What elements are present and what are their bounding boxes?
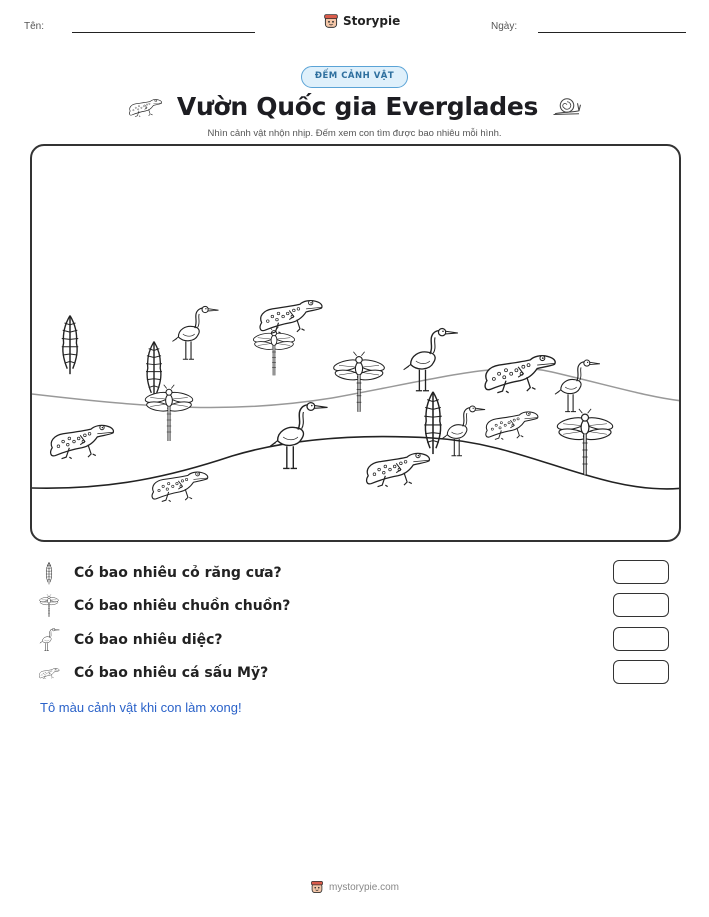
- question-text: Có bao nhiêu cá sấu Mỹ?: [74, 665, 269, 681]
- sawgrass-icon: [62, 316, 78, 375]
- dragonfly-icon: [253, 327, 296, 376]
- question-row: [38, 626, 678, 654]
- heron-icon: [172, 306, 218, 359]
- alligator-icon: [367, 453, 430, 486]
- alligator-icon: [486, 412, 538, 440]
- brand-logo: [323, 13, 400, 29]
- page-subtitle: Nhìn cảnh vật nhộn nhịp. Đếm xem con tìm được bao nhiêu mỗi hình.: [207, 128, 502, 139]
- answer-box[interactable]: [613, 593, 669, 617]
- alligator-icon: [260, 301, 322, 334]
- storypie-mascot-icon: [323, 13, 339, 29]
- alligator-icon: [485, 356, 555, 393]
- heron-icon: [38, 627, 60, 653]
- alligator-icon: [38, 663, 60, 683]
- alligator-icon: [51, 425, 114, 458]
- name-label: Tên:: [24, 21, 45, 32]
- date-label: Ngày:: [491, 21, 518, 32]
- answer-box[interactable]: [613, 660, 669, 684]
- question-row: [38, 659, 678, 687]
- heron-icon: [555, 360, 600, 412]
- question-row: [38, 592, 678, 620]
- snail-icon: [552, 95, 582, 119]
- dragonfly-icon: [333, 352, 386, 412]
- sawgrass-icon: [42, 561, 56, 585]
- name-line[interactable]: [72, 32, 255, 33]
- title-row: [0, 92, 709, 121]
- dragonfly-icon: [38, 594, 60, 618]
- heron-icon: [404, 328, 458, 390]
- footer-url[interactable]: mystorypie.com: [328, 881, 399, 893]
- scene-illustration: [32, 146, 681, 542]
- date-line[interactable]: [538, 32, 686, 33]
- footer-brand: [0, 880, 709, 894]
- answer-box[interactable]: [613, 627, 669, 651]
- sawgrass-icon: [146, 342, 162, 399]
- answer-box[interactable]: [613, 560, 669, 584]
- question-text: Có bao nhiêu chuồn chuồn?: [74, 598, 291, 614]
- storypie-mascot-icon: [310, 880, 324, 894]
- question-text: Có bao nhiêu cỏ răng cưa?: [74, 565, 282, 581]
- category-badge: ĐẾM CẢNH VẬT: [301, 66, 408, 88]
- dragonfly-icon: [144, 385, 193, 441]
- heron-icon: [270, 403, 327, 469]
- question-text: Có bao nhiêu diệc?: [74, 632, 223, 648]
- alligator-icon: [127, 94, 163, 120]
- page-title: Vườn Quốc gia Everglades: [176, 92, 539, 121]
- dragonfly-icon: [556, 409, 614, 475]
- question-row: [38, 559, 678, 587]
- heron-icon: [442, 406, 485, 456]
- coloring-note: Tô màu cảnh vật khi con làm xong!: [40, 700, 242, 715]
- sawgrass-icon: [424, 392, 441, 454]
- counting-scene: [30, 144, 681, 542]
- brand-name: Storypie: [343, 14, 401, 28]
